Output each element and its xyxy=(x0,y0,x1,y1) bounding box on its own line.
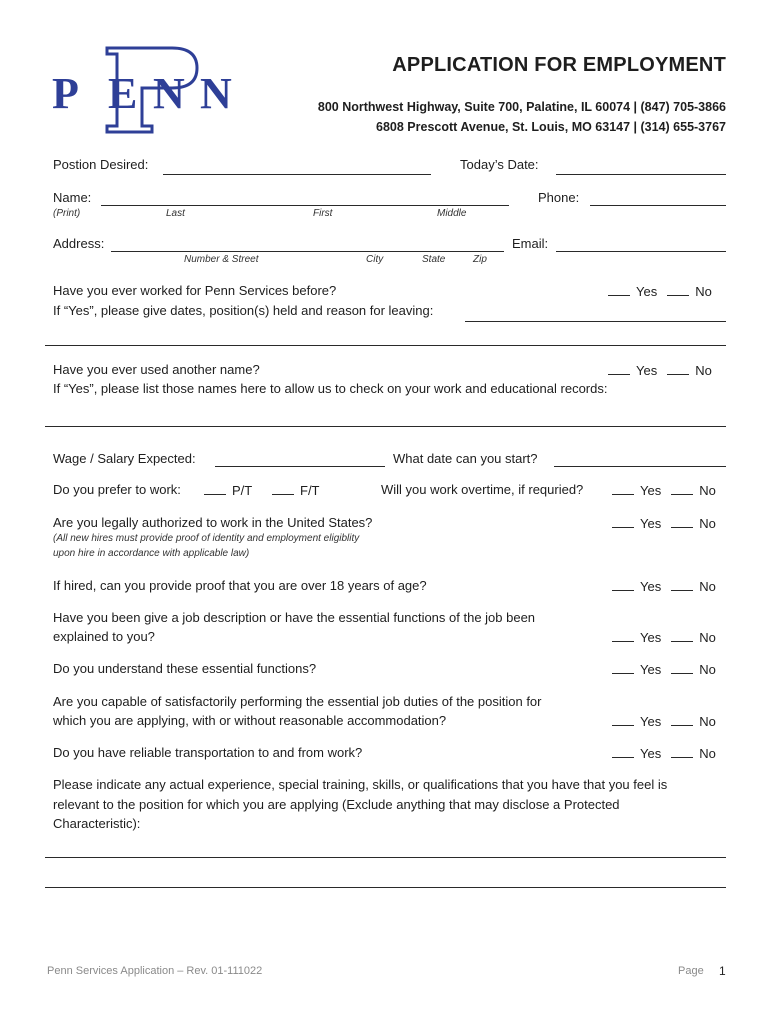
over18-no-blank[interactable] xyxy=(671,578,693,591)
worked-before-question: Have you ever worked for Penn Services before? xyxy=(53,283,337,298)
other-name-question: Have you ever used another name? xyxy=(53,362,260,377)
authorized-yesno xyxy=(612,515,716,531)
experience-input-1[interactable] xyxy=(45,857,726,858)
phone-input[interactable] xyxy=(590,205,726,206)
pt-label: P/T xyxy=(232,483,253,498)
no-label: No xyxy=(695,284,712,299)
worked-before-yes-blank[interactable] xyxy=(608,283,630,296)
worked-before-no-blank[interactable] xyxy=(667,283,689,296)
start-date-label: What date can you start? xyxy=(393,451,538,466)
understand-no-blank[interactable] xyxy=(671,661,693,674)
start-date-input[interactable] xyxy=(554,466,726,467)
wage-input[interactable] xyxy=(215,466,385,467)
ft-label: F/T xyxy=(300,483,320,498)
other-name-input[interactable] xyxy=(45,426,726,427)
over18-yes-blank[interactable] xyxy=(612,578,634,591)
yes-label: Yes xyxy=(640,630,662,645)
other-name-detail: If “Yes”, please list those names here to allow us to check on your work and educational records: xyxy=(53,381,608,396)
capable-question-1: Are you capable of satisfactorily performing the essential job duties of the position for xyxy=(53,694,542,709)
transport-yes-blank[interactable] xyxy=(612,745,634,758)
pt-blank[interactable] xyxy=(204,482,226,495)
pt-option xyxy=(204,482,252,498)
address-line-1: 800 Northwest Highway, Suite 700, Palatine, IL 60074 | (847) 705-3866 xyxy=(317,100,726,114)
experience-prompt-1: Please indicate any actual experience, special training, skills, or qualifications that you have that you feel is xyxy=(53,777,668,792)
print-hint: (Print) xyxy=(53,208,81,219)
worked-before-detail: If “Yes”, please give dates, position(s) held and reason for leaving: xyxy=(53,303,434,318)
no-label: No xyxy=(699,746,716,761)
capable-yes-blank[interactable] xyxy=(612,713,634,726)
name-input[interactable] xyxy=(101,205,509,206)
page-title: APPLICATION FOR EMPLOYMENT xyxy=(392,54,726,76)
capable-question-2: which you are applying, with or without reasonable accommodation? xyxy=(53,713,447,728)
address-line-2: 6808 Prescott Avenue, St. Louis, MO 63147 | (314) 655-3767 xyxy=(376,120,726,134)
job-desc-yesno xyxy=(612,629,716,645)
yes-label: Yes xyxy=(640,579,662,594)
penn-logo xyxy=(50,42,246,136)
other-name-no-blank[interactable] xyxy=(667,362,689,375)
address-label: Address: xyxy=(53,236,105,251)
address-input[interactable] xyxy=(111,251,504,252)
yes-label: Yes xyxy=(640,714,662,729)
yes-label: Yes xyxy=(636,363,658,378)
email-label: Email: xyxy=(512,236,549,251)
footer-revision: Penn Services Application – Rev. 01-111022 xyxy=(47,965,263,977)
authorized-yes-blank[interactable] xyxy=(612,515,634,528)
email-input[interactable] xyxy=(556,251,726,252)
no-label: No xyxy=(699,714,716,729)
job-desc-yes-blank[interactable] xyxy=(612,629,634,642)
first-hint: First xyxy=(313,208,333,219)
yes-label: Yes xyxy=(636,284,658,299)
overtime-yes-blank[interactable] xyxy=(612,482,634,495)
worked-before-detail-input-2[interactable] xyxy=(45,345,726,346)
position-input[interactable] xyxy=(163,174,431,175)
other-name-yesno xyxy=(608,362,712,378)
other-name-yes-blank[interactable] xyxy=(608,362,630,375)
transport-yesno xyxy=(612,745,716,761)
job-desc-question-1: Have you been give a job description or have the essential functions of the job been xyxy=(53,610,536,625)
street-hint: Number & Street xyxy=(184,254,259,265)
overtime-yesno xyxy=(612,482,716,498)
over18-question: If hired, can you provide proof that you are over 18 years of age? xyxy=(53,578,427,593)
transport-question: Do you have reliable transportation to and from work? xyxy=(53,745,363,760)
logo-letter-n1: N xyxy=(153,69,185,118)
today-label: Today’s Date: xyxy=(460,157,539,172)
prefer-label: Do you prefer to work: xyxy=(53,482,181,497)
zip-hint: Zip xyxy=(473,254,487,265)
understand-yes-blank[interactable] xyxy=(612,661,634,674)
state-hint: State xyxy=(422,254,446,265)
yes-label: Yes xyxy=(640,483,662,498)
today-date-input[interactable] xyxy=(556,174,726,175)
footer-page-label: Page xyxy=(678,965,704,977)
authorized-no-blank[interactable] xyxy=(671,515,693,528)
job-desc-no-blank[interactable] xyxy=(671,629,693,642)
worked-before-detail-input-1[interactable] xyxy=(465,321,726,322)
authorized-note-1: (All new hires must provide proof of identity and employment eligiblity xyxy=(53,533,360,544)
footer-page-number: 1 xyxy=(719,964,726,978)
understand-question: Do you understand these essential functions? xyxy=(53,661,317,676)
logo-letter-p: P xyxy=(52,69,79,118)
last-hint: Last xyxy=(166,208,185,219)
capable-yesno xyxy=(612,713,716,729)
no-label: No xyxy=(699,662,716,677)
authorized-question: Are you legally authorized to work in the United States? xyxy=(53,515,373,530)
yes-label: Yes xyxy=(640,516,662,531)
overtime-question: Will you work overtime, if requried? xyxy=(381,482,584,497)
wage-label: Wage / Salary Expected: xyxy=(53,451,196,466)
experience-prompt-2: relevant to the position for which you are applying (Exclude anything that may disclose a Protected xyxy=(53,797,620,812)
ft-blank[interactable] xyxy=(272,482,294,495)
middle-hint: Middle xyxy=(437,208,467,219)
job-desc-question-2: explained to you? xyxy=(53,629,155,644)
worked-before-yesno xyxy=(608,283,712,299)
yes-label: Yes xyxy=(640,746,662,761)
authorized-note-2: upon hire in accordance with applicable law) xyxy=(53,548,250,559)
yes-label: Yes xyxy=(640,662,662,677)
no-label: No xyxy=(699,630,716,645)
phone-label: Phone: xyxy=(538,190,580,205)
experience-prompt-3: Characteristic): xyxy=(53,816,141,831)
no-label: No xyxy=(695,363,712,378)
no-label: No xyxy=(699,579,716,594)
over18-yesno xyxy=(612,578,716,594)
transport-no-blank[interactable] xyxy=(671,745,693,758)
understand-yesno xyxy=(612,661,716,677)
name-label: Name: xyxy=(53,190,92,205)
city-hint: City xyxy=(366,254,384,265)
experience-input-2[interactable] xyxy=(45,887,726,888)
no-label: No xyxy=(699,516,716,531)
ft-option xyxy=(272,482,320,498)
capable-no-blank[interactable] xyxy=(671,713,693,726)
logo-letter-e: E xyxy=(108,69,138,118)
logo-letter-n2: N xyxy=(200,69,232,118)
position-label: Postion Desired: xyxy=(53,157,149,172)
no-label: No xyxy=(699,483,716,498)
overtime-no-blank[interactable] xyxy=(671,482,693,495)
